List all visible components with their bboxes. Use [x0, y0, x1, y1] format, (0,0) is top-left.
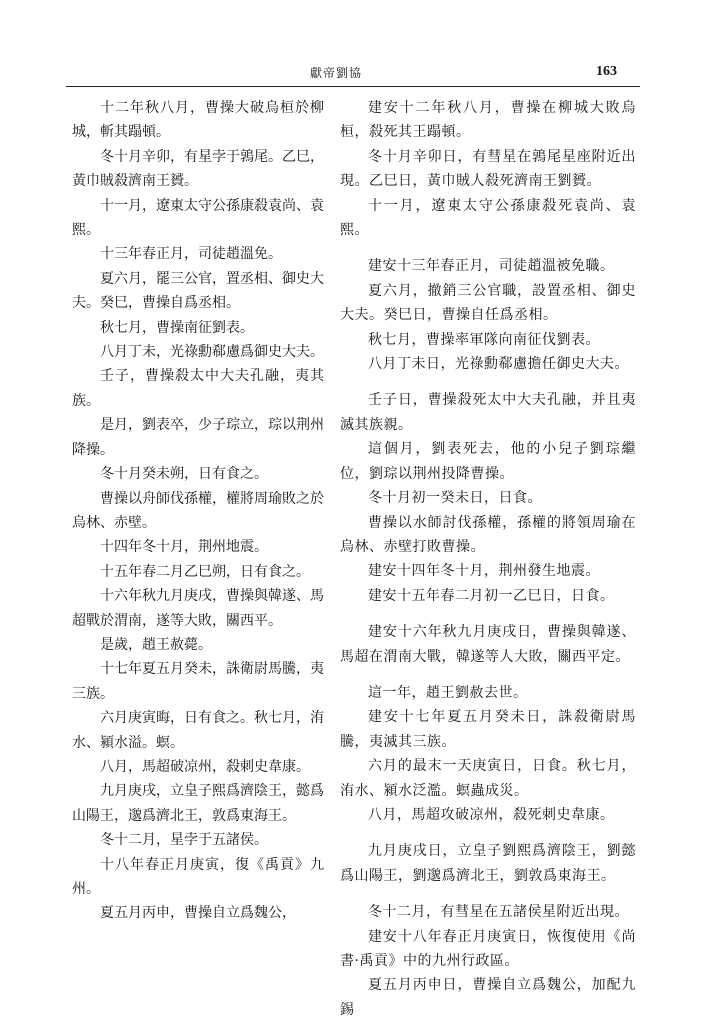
paragraph-gap [340, 888, 636, 900]
classical-paragraph: 八月丁未，光祿勳郗慮爲御史大夫。 [100, 344, 324, 361]
classical-paragraph: 冬十二月，星孛于五諸侯。 [100, 832, 268, 849]
header-rule [66, 86, 640, 87]
paragraph-gap [340, 242, 636, 254]
classical-paragraph: 八月，馬超破凉州，殺刺史韋康。 [100, 758, 310, 775]
translation-text-column [340, 96, 636, 1022]
translation-paragraph: 八月丁未日，光祿勳郗慮擔任御史大夫。 [368, 356, 629, 373]
classical-paragraph: 十三年春正月，司徒趙溫免。 [100, 246, 282, 263]
translation-paragraph: 曹操以水師討伐孫權，孫權的將領周瑜在烏林、赤壁打敗曹操。 [340, 514, 636, 555]
translation-paragraph: 這個月，劉表死去，他的小兒子劉琮繼位，劉琮以荆州投降曹操。 [340, 441, 636, 482]
paragraph-gap [340, 669, 636, 681]
classical-paragraph: 十五年春二月乙巳朔，日有食之。 [100, 563, 310, 580]
translation-paragraph: 九月庚戌日，立皇子劉熙爲濟陰王，劉懿爲山陽王，劉邈爲濟北王，劉敦爲東海王。 [340, 843, 636, 884]
paragraph-gap [340, 608, 636, 620]
classical-paragraph: 十六年秋九月庚戌，曹操與韓遂、馬超戰於渭南，遂等大敗，關西平。 [72, 588, 324, 629]
translation-paragraph: 十一月，遼東太守公孫康殺死袁尚、袁熙。 [340, 197, 636, 239]
translation-paragraph: 秋七月，曹操率軍隊向南征伐劉表。 [368, 331, 600, 348]
classical-paragraph: 壬子，曹操殺太中大夫孔融，夷其族。 [72, 368, 324, 409]
translation-paragraph: 冬十二月，有彗星在五諸侯星附近出現。 [368, 904, 629, 921]
translation-paragraph: 建安十二年秋八月，曹操在柳城大敗烏桓，殺死其王蹋頓。 [340, 100, 636, 141]
translation-paragraph: 夏五月丙申日，曹操自立爲魏公，加配九錫 [340, 977, 636, 1018]
page-number: 163 [596, 64, 617, 79]
classical-paragraph: 是月，劉表卒，少子琮立，琮以荆州降操。 [72, 417, 324, 458]
classical-paragraph: 十四年冬十月，荆州地震。 [100, 539, 268, 556]
translation-paragraph: 建安十五年春二月初一乙巳日，日食。 [368, 587, 615, 604]
classical-paragraph: 冬十月癸未朔，日有食之。 [100, 466, 268, 483]
translation-paragraph: 六月的最末一天庚寅日，日食。秋七月，洧水、潁水泛濫。螟蟲成災。 [340, 758, 636, 799]
classical-paragraph: 九月庚戌，立皇子熙爲濟陰王，懿爲山陽王，邈爲濟北王，敦爲東海王。 [72, 783, 324, 824]
classical-text-column [72, 96, 324, 926]
translation-paragraph: 建安十六年秋九月庚戌日，曹操與韓遂、馬超在渭南大戰，韓遂等人大敗，關西平定。 [340, 624, 636, 665]
translation-paragraph: 這一年，趙王劉赦去世。 [368, 684, 528, 701]
classical-paragraph: 十七年夏五月癸未，誅衛尉馬騰，夷三族。 [72, 661, 324, 702]
classical-paragraph: 是歲，趙王赦薨。 [100, 636, 212, 653]
classical-paragraph: 秋七月，曹操南征劉表。 [100, 319, 254, 336]
translation-paragraph: 建安十八年春正月庚寅日，恢復使用《尚書·禹貢》中的九州行政區。 [340, 928, 636, 969]
translation-paragraph: 八月，馬超攻破凉州，殺死刺史韋康。 [368, 806, 615, 823]
translation-paragraph: 壬子日，曹操殺死太中大夫孔融，并且夷滅其族親。 [340, 392, 636, 433]
translation-paragraph: 冬十月初一癸未日，日食。 [368, 490, 542, 507]
paragraph-gap [340, 376, 636, 388]
classical-paragraph: 十二年秋八月，曹操大破烏桓於柳城，斬其蹋頓。 [72, 100, 324, 141]
classical-paragraph: 冬十月辛卯，有星孛于鶉尾。乙巳，黃巾賊殺濟南王贇。 [72, 148, 324, 190]
classical-paragraph: 十八年春正月庚寅，復《禹貢》九州。 [72, 856, 324, 897]
classical-paragraph: 十一月，遼東太守公孫康殺袁尚、袁熙。 [72, 197, 324, 239]
running-header-title: 獻帝劉協 [310, 66, 363, 80]
classical-paragraph: 六月庚寅晦，日有食之。秋七月，洧水、潁水溢。螟。 [72, 710, 324, 751]
translation-paragraph: 冬十月辛卯日，有彗星在鶉尾星座附近出現。乙巳日，黃巾賊人殺死濟南王劉贇。 [340, 148, 636, 190]
classical-paragraph: 夏五月丙申，曹操自立爲魏公， [100, 905, 296, 922]
translation-paragraph: 建安十四年冬十月，荆州發生地震。 [368, 563, 600, 580]
translation-paragraph: 建安十三年春正月，司徒趙溫被免職。 [368, 258, 615, 275]
classical-paragraph: 曹操以舟師伐孫權，權將周瑜敗之於烏林、赤壁。 [72, 490, 324, 531]
paragraph-gap [340, 827, 636, 839]
translation-paragraph: 建安十七年夏五月癸未日，誅殺衛尉馬騰，夷滅其三族。 [340, 709, 636, 750]
classical-paragraph: 夏六月，罷三公官，置丞相、御史大夫。癸巳，曹操自爲丞相。 [72, 270, 324, 312]
translation-paragraph: 夏六月，撤銷三公官職，設置丞相、御史大夫。癸巳日，曹操自任爲丞相。 [340, 282, 636, 324]
